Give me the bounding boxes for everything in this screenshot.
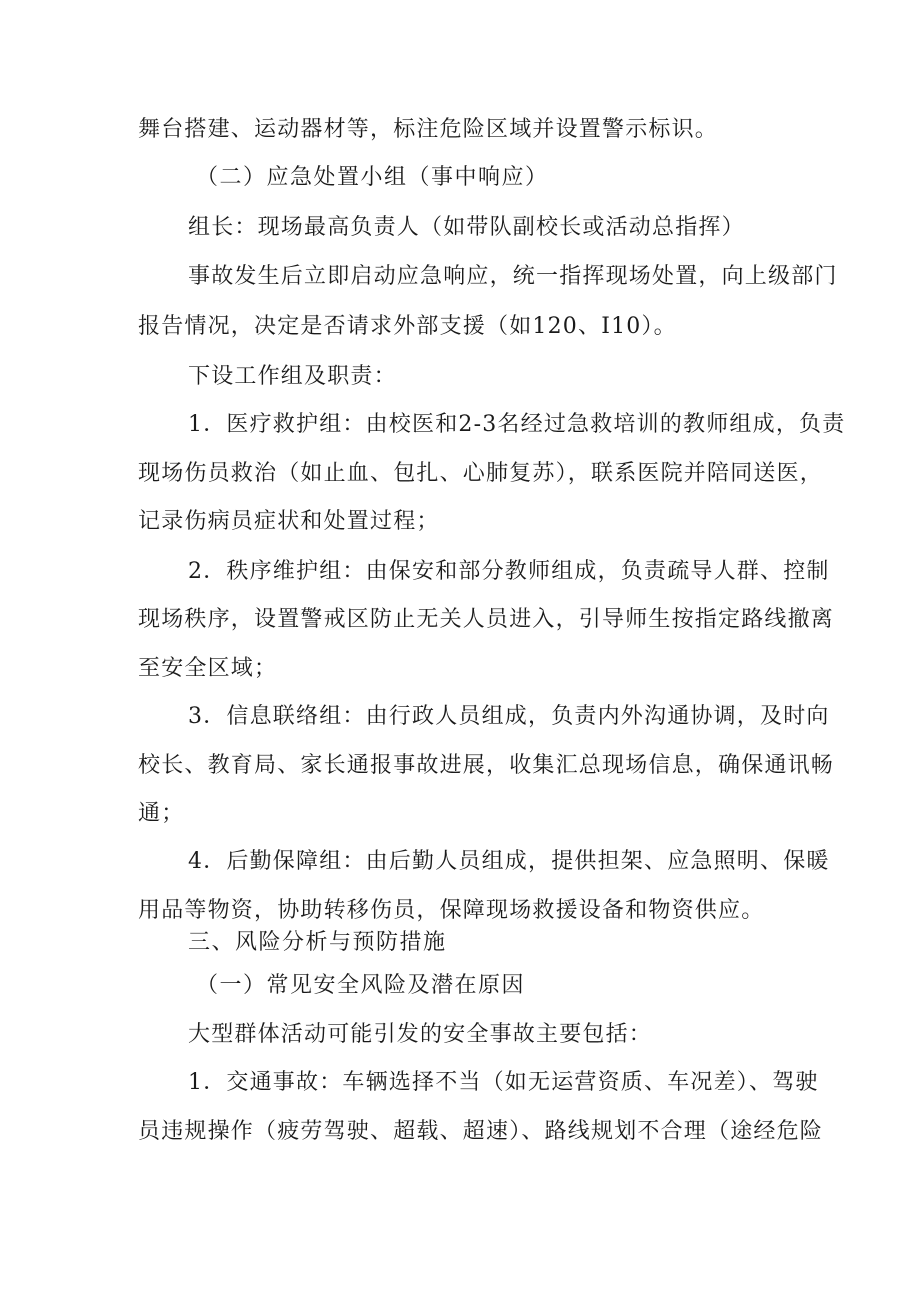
paragraph-line: 下设工作组及职责： <box>188 364 397 389</box>
paragraph-line: 报告情况，决定是否请求外部支援（如120、I10）。 <box>138 314 677 339</box>
list-item-order-maintenance: 2．秩序维护组：由保安和部分教师组成，负责疏导人群、控制 <box>188 559 830 584</box>
paragraph-line: 员违规操作（疲劳驾驶、超载、超速）、路线规划不合理（途经危险 <box>138 1119 824 1144</box>
list-item-information-liaison: 3．信息联络组：由行政人员组成，负责内外沟通协调，及时向 <box>188 704 830 729</box>
section-heading-risk-analysis: 三、风险分析与预防措施 <box>188 930 447 955</box>
paragraph-line: 校长、教育局、家长通报事故进展，收集汇总现场信息，确保通讯畅 <box>138 753 835 778</box>
paragraph-line: 组长：现场最高负责人（如带队副校长或活动总指挥） <box>188 215 745 240</box>
list-item-medical-rescue: 1．医疗救护组：由校医和2-3名经过急救培训的教师组成，负责 <box>188 412 846 437</box>
paragraph-line: 通； <box>138 801 185 826</box>
paragraph-line: 舞台搭建、运动器材等，标注危险区域并设置警示标识。 <box>138 117 719 142</box>
list-item-logistics-support: 4．后勤保障组：由后勤人员组成，提供担架、应急照明、保暖 <box>188 849 830 874</box>
paragraph-line: 记录伤病员症状和处置过程； <box>138 509 440 534</box>
paragraph-line: 用品等物资，协助转移伤员，保障现场救援设备和物资供应。 <box>138 898 765 923</box>
paragraph-line: 事故发生后立即启动应急响应，统一指挥现场处置，向上级部门 <box>188 264 838 289</box>
paragraph-line: 现场秩序，设置警戒区防止无关人员进入，引导师生按指定路线撤离 <box>138 607 835 632</box>
paragraph-line: 至安全区域； <box>138 656 278 681</box>
paragraph-line: 现场伤员救治（如止血、包扎、心肺复苏），联系医院并陪同送医， <box>138 461 824 486</box>
subsection-heading-common-risks: （一）常见安全风险及潜在原因 <box>196 973 526 998</box>
section-heading-emergency-team: （二）应急处置小组（事中响应） <box>196 165 549 190</box>
paragraph-line: 大型群体活动可能引发的安全事故主要包括： <box>188 1022 653 1047</box>
list-item-traffic-accident: 1．交通事故：车辆选择不当（如无运营资质、车况差）、驾驶 <box>188 1070 819 1095</box>
